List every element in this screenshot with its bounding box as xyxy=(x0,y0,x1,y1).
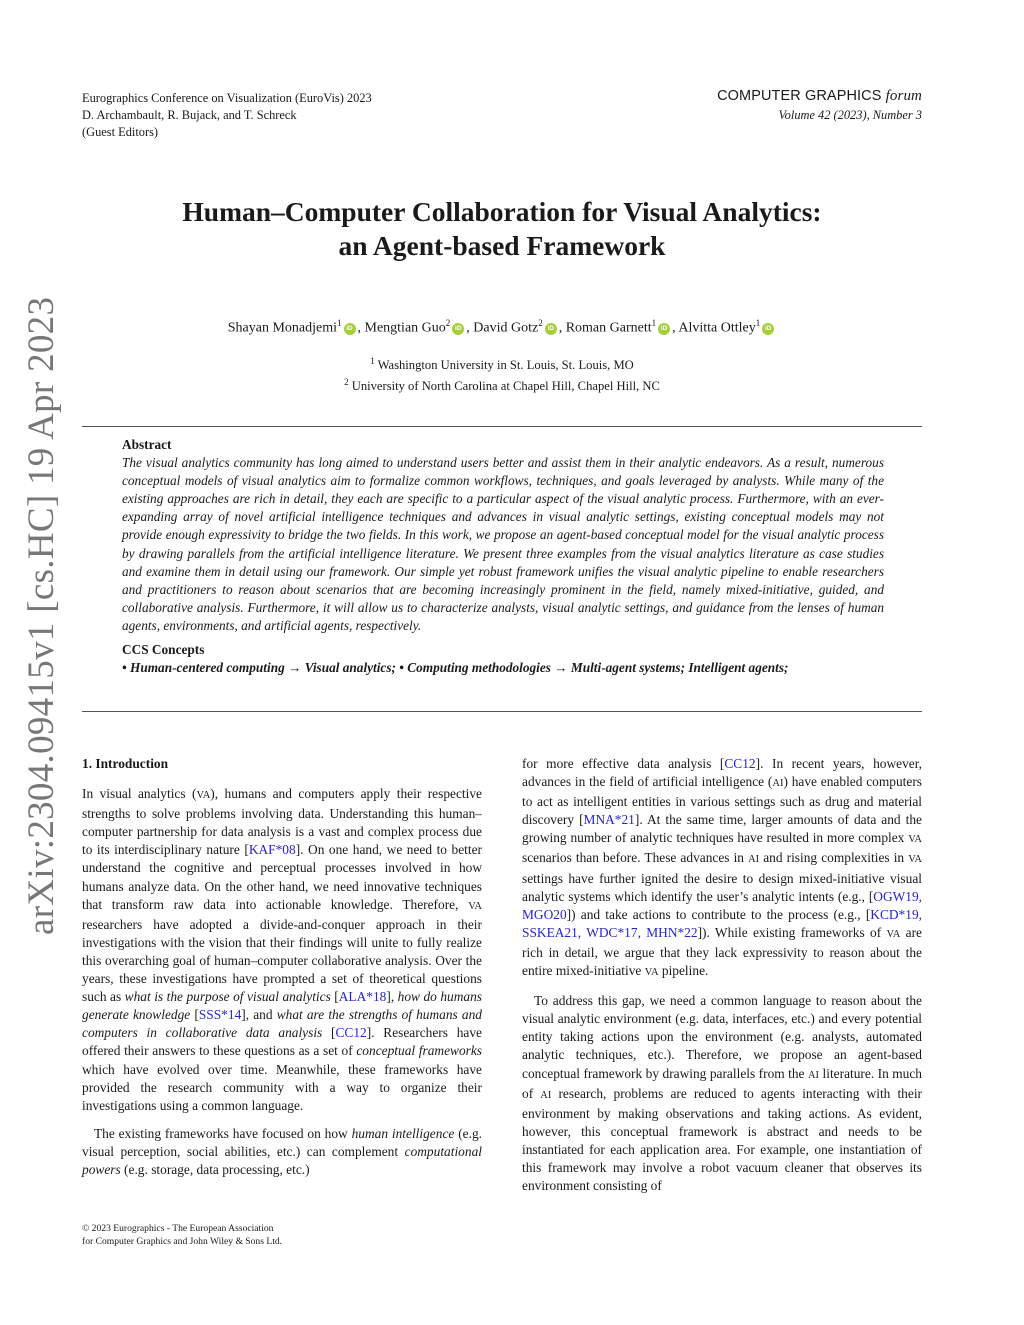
author-affiliation-mark: 1 xyxy=(755,318,761,328)
emphasis-text: what are the strengths of humans and computers in collaborative data analysis xyxy=(82,1007,482,1041)
title-line-2: an Agent-based Framework xyxy=(338,230,666,261)
journal-name xyxy=(717,88,922,105)
orcid-icon[interactable]: iD xyxy=(545,323,557,335)
paper-title xyxy=(0,195,1004,263)
conference-name: Eurographics Conference on Visualization (EuroVis) 2023 xyxy=(82,91,372,105)
intro-paragraph-4: To address this gap, we need a common language to reason about the visual analytic environment (e.g. data, interfaces, etc.) and every potential entity taking actions upon the environment (e.g. analysts, automated analytic techniques, etc.). Therefore, we propose an agent-based conceptual framework by drawing parallels from the AI literature. In much of AI research, problems are reduced to agents interacting with their environment by making observations and taking actions. As evident, however, this conceptual framework is abstract and needs to be instantiated for each application area. For example, one instantiation of this framework may involve a robot vacuum cleaner that observes its environment consisting of xyxy=(522,993,922,1194)
title-line-1: Human–Computer Collaboration for Visual Analytics: xyxy=(182,196,822,227)
journal-header xyxy=(717,88,922,123)
orcid-icon[interactable]: iD xyxy=(658,323,670,335)
author-name: Roman Garnett xyxy=(565,320,652,336)
emphasis-text: computational powers xyxy=(82,1143,482,1177)
citation-link[interactable]: ALA*18 xyxy=(338,989,387,1005)
orcid-icon[interactable]: iD xyxy=(344,323,356,335)
acronym: VA xyxy=(644,967,659,979)
copyright-footer xyxy=(82,1222,282,1248)
citation-link[interactable]: KAF*08 xyxy=(248,842,296,858)
journal-title: COMPUTER GRAPHICS xyxy=(717,88,882,104)
author-affiliation-mark: 1 xyxy=(337,318,342,328)
copyright-line-2: for Computer Graphics and John Wiley & Sons Ltd. xyxy=(82,1236,283,1247)
acronym: VA xyxy=(908,834,922,846)
ccs-heading: CCS Concepts xyxy=(122,642,205,658)
author-separator: , xyxy=(357,320,365,336)
acronym: AI xyxy=(807,1069,820,1081)
author-separator: , xyxy=(558,320,566,336)
emphasis-text: human intelligence xyxy=(351,1125,455,1141)
author-separator: , xyxy=(672,320,679,336)
citation-link[interactable]: CC12 xyxy=(335,1025,367,1041)
conference-header xyxy=(82,90,372,141)
emphasis-text: what is the purpose of visual analytics xyxy=(124,989,331,1005)
author-name: Alvitta Ottley xyxy=(678,320,756,336)
author-name: David Gotz xyxy=(473,320,539,336)
affiliation-number: 2 xyxy=(344,377,349,388)
ccs-body: • Human-centered computing → Visual analytics; • Computing methodologies → Multi-agent systems; Intelligent agents; xyxy=(122,660,789,676)
abstract-body: The visual analytics community has long aimed to understand users better and assist them in their analytic endeavors. As a result, numerous conceptual models of visual analytics aim to formalize common workflows, techniques, and goals leveraged by analysts. While many of the existing approaches are rich in detail, they each are specific to a particular aspect of the visual analytic process. Furthermore, with an ever-expanding array of novel artificial intelligence techniques and advances in visual analytic settings, existing conceptual models may not provide enough expressivity to bridge the two fields. In this work, we propose an agent-based conceptual model for the visual analytic process by drawing parallels from the artificial intelligence literature. We present three examples from the visual analytics literature as case studies and examine them in detail using our framework. Our simple yet robust framework unifies the visual analytic pipeline to enable researchers and practitioners to reason about scenarios that are becoming increasingly prominent in the field, namely mixed-initiative, guided, and collaborative analysis. Furthermore, it will allow us to characterize analysts, visual analytic settings, and guidance from the lenses of human agents, environments, and artificial agents, respectively. xyxy=(122,455,884,633)
affiliation-line xyxy=(0,353,1004,374)
acronym: VA xyxy=(886,928,901,940)
author-list xyxy=(0,318,1004,337)
acronym: AI xyxy=(772,778,784,790)
acronym: AI xyxy=(748,854,760,866)
acronym: VA xyxy=(908,854,922,866)
affiliation-text: University of North Carolina at Chapel Hill, Chapel Hill, NC xyxy=(348,379,660,394)
citation-link[interactable]: OGW19, MGO20 xyxy=(522,888,922,922)
author-affiliation-mark: 2 xyxy=(538,318,543,328)
citation-link[interactable]: CC12 xyxy=(724,756,756,771)
emphasis-text: conceptual frameworks xyxy=(356,1043,483,1059)
journal-title-italic: forum xyxy=(885,88,922,104)
arxiv-stamp: arXiv:2304.09415v1 [cs.HC] 19 Apr 2023 xyxy=(21,296,62,935)
intro-paragraph-3: for more effective data analysis [CC12]. In recent years, however, advances in the field of artificial intelligence (AI) have enabled computers to act as intelligent entities in various settings such as drug and material discovery [MNA*21]. At the same time, larger amounts of data and the growing number of analytic techniques have resulted in more complex VA scenarios than before. These advances in AI and rising complexities in VA settings have further ignited the desire to design mixed-initiative visual analytic systems which identify the user’s analytic intents (e.g., [OGW19, MGO20]) and take actions to contribute to the process (e.g., [KCD*19, SSKEA21, WDC*17, MHN*22]). While existing frameworks of VA are rich in detail, we argue that they lack expressivity to reason about the entire mixed-initiative VA pipeline. xyxy=(522,756,922,979)
affiliations xyxy=(0,353,1004,395)
right-column xyxy=(522,755,922,1195)
intro-paragraph-1: In visual analytics (VA), humans and computers apply their respective strengths to solve problems involving data. Understanding this human–computer partnership for data analysis is a vast and complex process due to its interdisciplinary nature [KAF*08]. On one hand, we need to better understand the cognitive and perceptual processes involved in how humans analyze data. On the other hand, we need innovative techniques that transform raw data into actionable knowledge. Therefore, VA researchers have adopted a divide-and-conquer approach in their investigations with the vision that their findings will unite to fully realize this overarching goal of human–computer collaborative analysis. Over the years, these investigations have prompted a set of theoretical questions such as what is the purpose of visual analytics [ALA*18], how do humans generate knowledge [SSS*14], and what are the strengths of humans and computers in collaborative data analysis [CC12]. Researchers have offered their answers to these questions as a set of conceptual frameworks which have evolved over time. Meanwhile, these frameworks have provided the research community with a way to organize their investigations using a common language. xyxy=(82,786,483,1113)
orcid-icon[interactable]: iD xyxy=(452,323,464,335)
affiliation-number: 1 xyxy=(370,356,375,366)
author-affiliation-mark: 2 xyxy=(445,318,451,328)
emphasis-text: how do humans generate knowledge xyxy=(82,989,482,1023)
section-heading: 1. Introduction xyxy=(82,756,169,771)
acronym: VA xyxy=(468,900,482,912)
acronym: VA xyxy=(196,790,211,802)
author-name: Mengtian Guo xyxy=(364,320,446,336)
author-separator: , xyxy=(466,320,474,336)
orcid-icon[interactable]: iD xyxy=(762,323,774,335)
intro-paragraph-2: The existing frameworks have focused on how human intelligence (e.g. visual perception, social abilities, etc.) can complement computational powers (e.g. storage, data processing, etc.) xyxy=(82,1125,482,1177)
citation-link[interactable]: SSS*14 xyxy=(198,1007,242,1023)
copyright-line-1: © 2023 Eurographics - The European Association xyxy=(82,1223,274,1234)
acronym: AI xyxy=(540,1089,552,1101)
author-affiliation-mark: 1 xyxy=(651,318,657,328)
citation-link[interactable]: MNA*21 xyxy=(583,812,635,828)
volume-info: Volume 42 (2023), Number 3 xyxy=(778,108,922,122)
affiliation-text: Washington University in St. Louis, St. Louis, MO xyxy=(374,358,634,373)
divider-bottom xyxy=(82,711,922,712)
abstract-heading: Abstract xyxy=(122,437,172,452)
left-column xyxy=(82,755,482,1179)
divider-top xyxy=(82,426,922,427)
abstract-block xyxy=(122,436,884,677)
affiliation-line xyxy=(0,374,1004,395)
author-name: Shayan Monadjemi xyxy=(227,320,337,336)
citation-link[interactable]: KCD*19, SSKEA21, WDC*17, MHN*22 xyxy=(522,906,922,940)
editors: D. Archambault, R. Bujack, and T. Schreck xyxy=(82,108,297,122)
guest-editors: (Guest Editors) xyxy=(82,125,159,139)
